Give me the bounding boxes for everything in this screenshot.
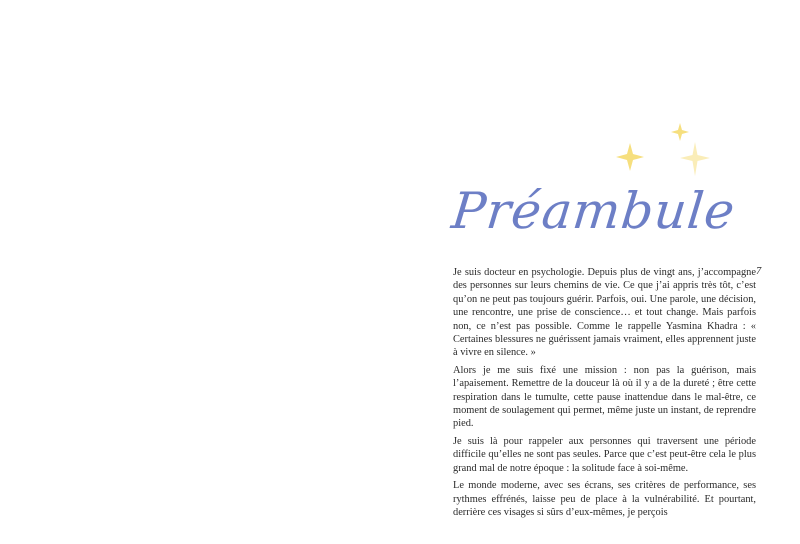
paragraph: Je suis là pour rappeler aux personnes qui traversent une période difficile qu’elles ne sont pas seules. Parce que c’est peut-être cela le plus grand mal de notre époque : la solitude face à soi-même. — [453, 435, 756, 474]
paragraph: Alors je me suis fixé une mission : non pas la guérison, mais l’apaisement. Remettre de la douceur là où il y a de la dureté ; être cette respiration dans le tumulte, cette pause inattendue dans le mal-être, ce moment de soulagement qui permet, même juste un instant, de reprendre pied. — [453, 364, 756, 430]
star-icon-small — [671, 123, 689, 141]
chapter-title: Préambule — [448, 182, 739, 240]
body-text — [453, 266, 756, 523]
star-icon-large — [616, 143, 644, 171]
page-number: 7 — [756, 266, 762, 277]
paragraph: Le monde moderne, avec ses écrans, ses critères de performance, ses rythmes effrénés, laisse peu de place à la vulnérabilité. Et pourtant, derrière ces visages si sûrs d’eux-mêmes, je perçois — [453, 480, 756, 518]
paragraph: Je suis docteur en psychologie. Depuis plus de vingt ans, j’accompagne des personnes sur leurs chemins de vie. Ce que j’ai appris très tôt, c’est qu’on ne peut pas toujours guérir. Parfois, oui. Une parole, une décision, une rencontre, une prise de conscience… et tout change. Mais parfois non, ce n’est pas possible. Comme le rappelle Yasmina Khadra : « Certaines blessures ne guérissent jamais vraiment, elles apprennent juste à vivre en silence. » — [453, 267, 756, 359]
right-page — [400, 0, 800, 544]
stars-decoration — [605, 118, 715, 188]
star-icon-faint — [680, 142, 710, 176]
